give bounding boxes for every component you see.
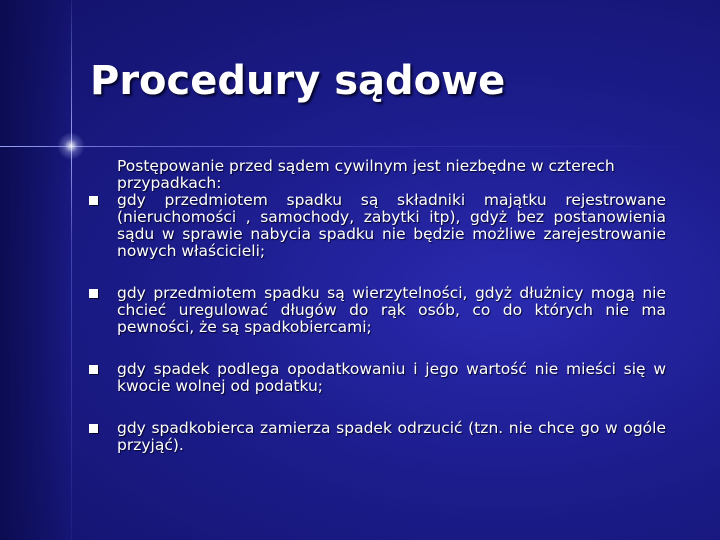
list-item bbox=[86, 192, 666, 260]
slide-content bbox=[86, 158, 666, 454]
square-bullet-icon bbox=[89, 365, 98, 374]
side-band bbox=[0, 0, 70, 540]
list-item-text: gdy spadkobierca zamierza spadek odrzucić (tzn. nie chce go w ogóle przyjąć). bbox=[117, 419, 666, 454]
list-item bbox=[86, 420, 666, 454]
intro-text: Postępowanie przed sądem cywilnym jest niezbędne w czterech przypadkach: bbox=[117, 157, 615, 192]
list-item-text: gdy przedmiotem spadku są składniki majątku rejestrowane (nieruchomości , samochody, zabytki itp), gdyż bez postanowienia sądu w sprawie nabycia spadku nie będzie możliwe zarejestrowanie nowych właścicieli; bbox=[117, 191, 666, 260]
list-item-text: gdy spadek podlega opodatkowaniu i jego wartość nie mieści się w kwocie wolnej od podatku; bbox=[117, 360, 666, 395]
list-item bbox=[86, 285, 666, 336]
vertical-accent-line bbox=[71, 0, 72, 540]
list-item-text: gdy przedmiotem spadku są wierzytelności, gdyż dłużnicy mogą nie chcieć uregulować długów do rąk osób, co do których nie ma pewności, że są spadkobiercami; bbox=[117, 284, 666, 336]
list-item bbox=[86, 361, 666, 395]
horizontal-accent-line bbox=[0, 146, 720, 147]
square-bullet-icon bbox=[89, 424, 98, 433]
square-bullet-icon bbox=[89, 289, 98, 298]
slide-title: Procedury sądowe bbox=[90, 58, 506, 104]
square-bullet-icon bbox=[89, 196, 98, 205]
